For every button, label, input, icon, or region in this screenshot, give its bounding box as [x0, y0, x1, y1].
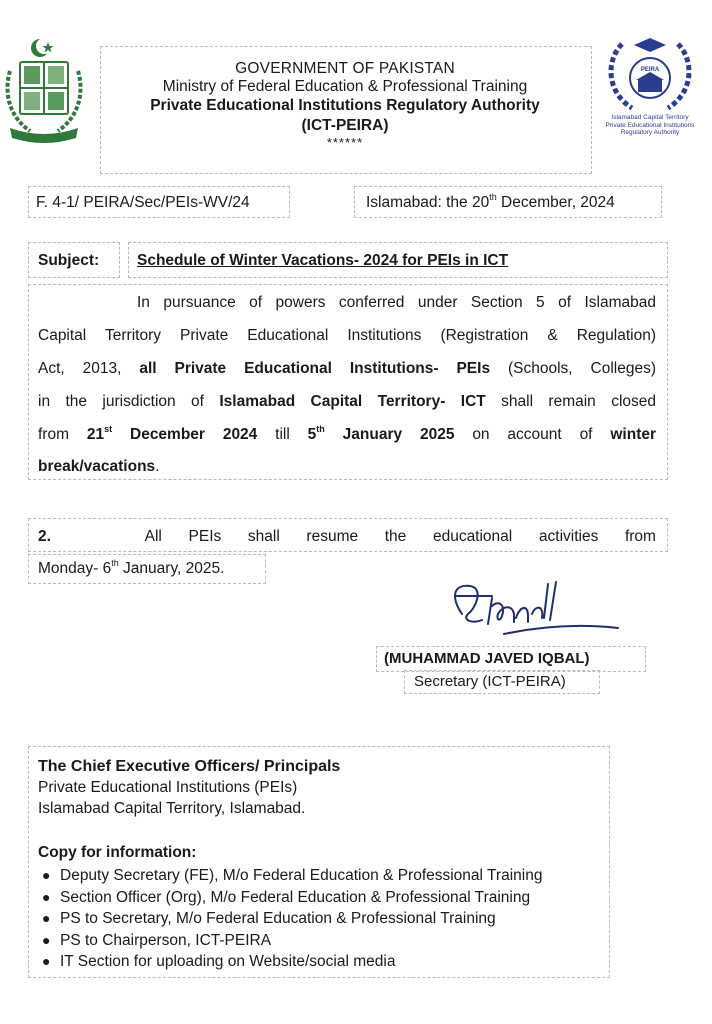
para1-line6 — [38, 456, 160, 478]
closing-start-date — [86, 423, 258, 443]
para1-line5-account: on account of — [454, 426, 611, 443]
para1-line6-period: . — [155, 458, 160, 475]
bullet-icon: ● — [42, 867, 51, 883]
file-number: F. 4-1/ PEIRA/Sec/PEIs-WV/24 — [36, 194, 250, 211]
state-emblem-icon — [0, 36, 88, 146]
resume-date-ordinal: th — [111, 557, 119, 568]
bullet-icon: ● — [42, 931, 51, 948]
closing-end-day: 5 — [307, 426, 317, 443]
copy-list-item — [38, 908, 608, 930]
closing-start-day: 21 — [86, 426, 105, 443]
letter-date-ordinal: th — [489, 191, 497, 202]
para2-word-6: educational — [432, 528, 513, 545]
para2-word-2: PEIs — [188, 528, 222, 545]
subject-text: Schedule of Winter Vacations- 2024 for PEIs in ICT — [137, 252, 509, 269]
para1-line4-bold: Islamabad Capital Territory- ICT — [219, 393, 486, 410]
closing-end-date — [307, 423, 455, 443]
resume-date-prefix: Monday- 6 — [38, 560, 112, 577]
bullet-icon: ● — [42, 888, 51, 905]
para1-line3-text: Act, 2013, — [38, 360, 140, 377]
para2-number: 2. — [38, 528, 51, 545]
header-authority: Private Educational Institutions Regulatory Authority — [150, 97, 540, 114]
para2-word-3: shall — [247, 528, 280, 545]
copy-item-text: PS to Secretary, M/o Federal Education & Professional Training — [60, 910, 496, 927]
copy-list-item — [38, 930, 608, 952]
subject-label: Subject: — [38, 252, 100, 269]
peira-badge-text: PEIRA — [640, 67, 660, 73]
para1-line6-bold: break/vacations — [38, 458, 156, 475]
header-government: GOVERNMENT OF PAKISTAN — [235, 60, 455, 77]
copy-item-text: Section Officer (Org), M/o Federal Education & Professional Training — [60, 888, 531, 906]
copy-item-text: PS to Chairperson, ICT-PEIRA — [60, 931, 272, 949]
handwritten-signature — [432, 574, 622, 654]
para1-line4-tail: shall remain closed — [485, 393, 656, 410]
signature-icon — [432, 574, 622, 654]
signatory-name: (MUHAMMAD JAVED IQBAL) — [384, 650, 590, 667]
para2-word-7: activities — [538, 528, 599, 545]
closing-start-ordinal: st — [104, 423, 113, 434]
para1-line1: In pursuance of powers conferred under Section 5 of Islamabad — [137, 294, 656, 311]
copy-item-text: Deputy Secretary (FE), M/o Federal Education & Professional Training — [60, 867, 543, 884]
signatory-title: Secretary (ICT-PEIRA) — [414, 673, 566, 690]
resume-date — [38, 558, 224, 580]
para1-line3-bold: all Private Educational Institutions- PEIs — [139, 360, 491, 377]
addressee-line1: The Chief Executive Officers/ Principals — [38, 758, 341, 775]
header-acronym: (ICT-PEIRA) — [301, 117, 389, 134]
closing-start-month: December 2024 — [112, 426, 258, 443]
resume-date-suffix: January, 2025. — [118, 560, 225, 577]
bullet-icon: ● — [42, 953, 51, 969]
para2-word-4: resume — [306, 528, 359, 545]
addressee-line3: Islamabad Capital Territory, Islamabad. — [38, 800, 306, 817]
para1-line4-text: in the jurisdiction of — [38, 393, 220, 410]
peira-caption-line2: Private Educational Institutions — [605, 121, 695, 129]
letter-date — [366, 192, 615, 214]
closing-end-ordinal: th — [316, 423, 325, 434]
copy-list-item — [38, 887, 608, 909]
para2-word-8: from — [624, 528, 656, 545]
letter-date-suffix: December, 2024 — [496, 194, 615, 211]
addressee-line2: Private Educational Institutions (PEIs) — [38, 779, 298, 796]
bullet-icon: ● — [42, 910, 51, 926]
peira-caption-line3: Regulatory Authority — [620, 129, 680, 136]
para1-line3-tail: (Schools, Colleges) — [490, 360, 656, 377]
copy-list — [38, 865, 608, 973]
peira-caption-line1: Islamabad Capital Territory — [611, 114, 689, 121]
para1-line5-till: till — [257, 426, 308, 443]
copy-item-text: IT Section for uploading on Website/social media — [60, 953, 396, 970]
para2-word-5: the — [384, 528, 407, 545]
peira-emblem-icon — [592, 34, 708, 116]
copy-list-item — [38, 865, 608, 887]
closing-end-month: January 2025 — [324, 426, 455, 443]
copy-list-item — [38, 951, 608, 973]
para2-line1 — [38, 526, 656, 548]
header-ministry: Ministry of Federal Education & Professional Training — [162, 78, 528, 95]
para1-line3 — [38, 358, 656, 380]
para1-line5 — [38, 424, 656, 446]
para1-line5-text: from — [38, 426, 87, 443]
letter-date-prefix: Islamabad: the 20 — [366, 194, 490, 211]
peira-logo — [592, 34, 708, 144]
para1-line4 — [38, 391, 656, 413]
letterhead — [100, 60, 590, 150]
addressee-block — [38, 756, 340, 820]
para2-word-1: All — [144, 528, 162, 545]
copy-heading: Copy for information: — [38, 844, 197, 861]
para1-line5-winter: winter — [610, 426, 657, 443]
header-separator: ****** — [326, 135, 364, 150]
para1-line2: Capital Territory Private Educational Institutions (Registration & Regulation) — [38, 327, 656, 344]
state-emblem-logo — [0, 36, 88, 146]
